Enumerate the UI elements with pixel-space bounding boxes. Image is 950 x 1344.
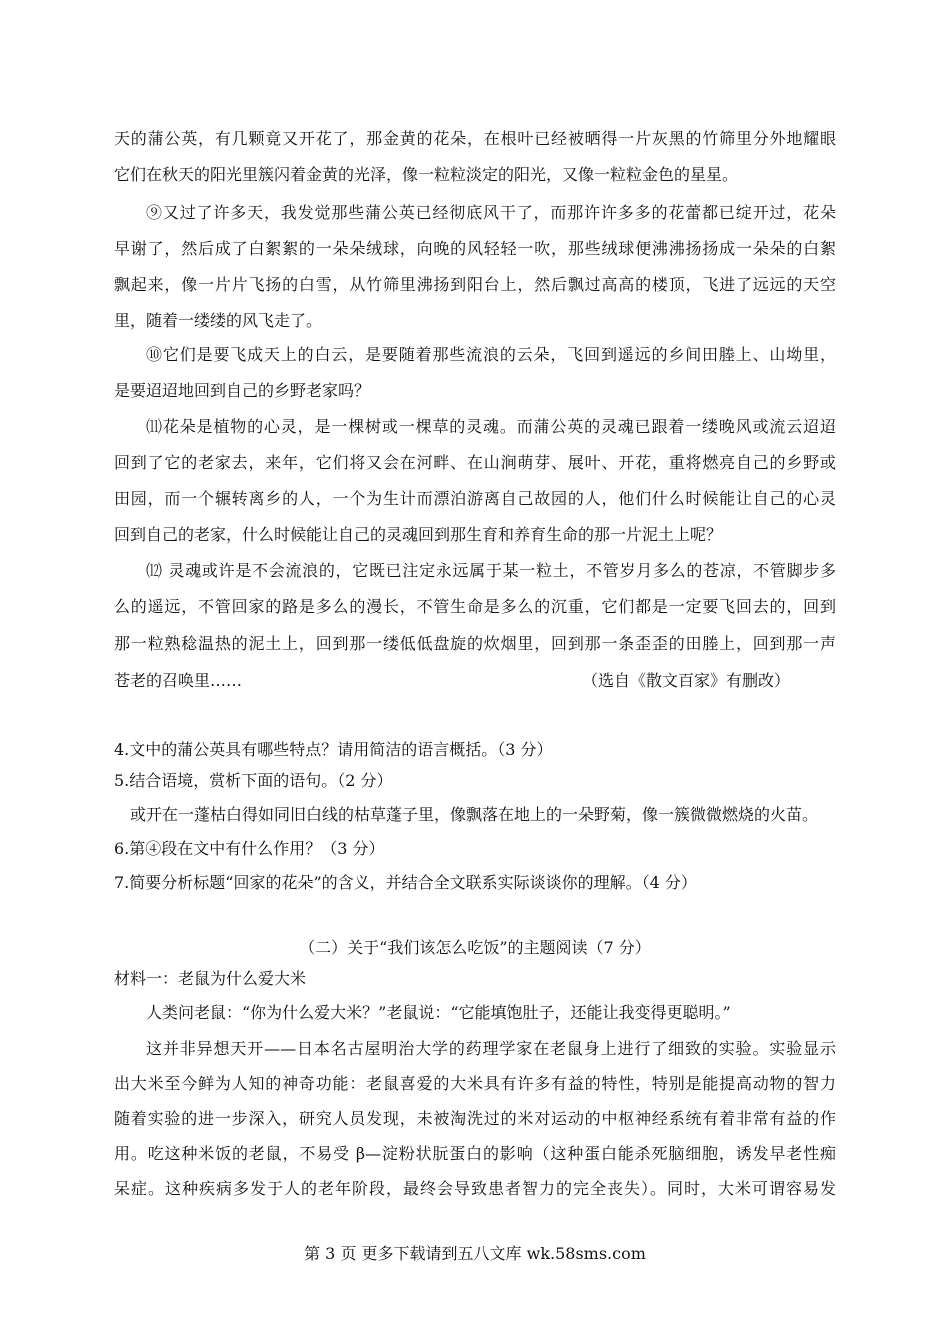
material-1-paragraph-1: 人类问老鼠：“你为什么爱大米？”老鼠说：“它能填饱肚子，还能让我变得更聪明。”: [146, 1003, 731, 1022]
material-1-p2-line-5: 呆症。这种疾病多发于人的老年阶段，最终会导致患者智力的完全丧失）。同时，大米可谓容易发: [114, 1179, 836, 1198]
p10-line-2: 是要迢迢地回到自己的乡野老家吗？: [114, 381, 371, 400]
p12-line-2: 么的遥远，不管回家的路是多么的漫长，不管生命是多么的沉重，它们都是一定要飞回去的，回到: [114, 597, 836, 616]
p8-line-1: 天的蒲公英，有几颗竟又开花了，那金黄的花朵，在根叶已经被晒得一片灰黑的竹筛里分外地耀眼: [114, 129, 836, 148]
material-1-p2-line-2: 出大米至今鲜为人知的神奇功能：老鼠喜爱的大米具有许多有益的特性，特别是能提高动物的智力: [114, 1074, 836, 1093]
question-7: 7.简要分析标题“回家的花朵”的含义，并结合全文联系实际谈谈你的理解。（4 分）: [114, 873, 697, 892]
question-6: 6.第④段在文中有什么作用？（3 分）: [114, 839, 385, 858]
p11-line-3: 田园，而一个辗转离乡的人，一个为生计而漂泊游离自己故园的人，他们什么时候能让自己的心灵: [114, 489, 836, 508]
p12-line-1: ⑿ 灵魂或许是不会流浪的，它既已注定永远属于某一粒土，不管岁月多么的苍凉，不管脚步多: [146, 561, 836, 580]
material-1-title: 材料一：老鼠为什么爱大米: [114, 969, 307, 988]
p11-line-4: 回到自己的老家，什么时候能让自己的灵魂回到那生育和养育生命的那一片泥土上呢？: [114, 525, 723, 544]
source-citation: （选自《散文百家》有删改）: [582, 671, 791, 690]
p9-line-2: 早谢了，然后成了白絮絮的一朵朵绒球，向晚的风轻轻一吹，那些绒球便沸沸扬扬成一朵朵的白絮: [114, 239, 836, 258]
material-1-p2-line-3: 随着实验的进一步深入，研究人员发现，未被淘洗过的米对运动的中枢神经系统有着非常有益的作: [114, 1109, 836, 1128]
p9-line-3: 飘起来，像一片片飞扬的白雪，从竹筛里沸扬到阳台上，然后飘过高高的楼顶，飞进了远远的天空: [114, 275, 836, 294]
p9-line-4: 里，随着一缕缕的风飞走了。: [114, 311, 323, 330]
p12-line-4: 苍老的召唤里……: [114, 671, 243, 690]
question-4: 4.文中的蒲公英具有哪些特点？请用简洁的语言概括。（3 分）: [114, 740, 553, 759]
p10-line-1: ⑩它们是要飞成天上的白云，是要随着那些流浪的云朵，飞回到遥远的乡间田塍上、山坳里，: [146, 345, 836, 364]
p8-line-2: 它们在秋天的阳光里簇闪着金黄的光泽，像一粒粒淡定的阳光，又像一粒粒金色的星星。: [114, 165, 739, 184]
section-2-heading: （二）关于“我们该怎么吃饭”的主题阅读（7 分）: [299, 938, 651, 957]
p11-line-1: ⑾花朵是植物的心灵，是一棵树或一棵草的灵魂。而蒲公英的灵魂已跟着一缕晚风或流云迢迢: [146, 417, 836, 436]
question-5: 5.结合语境，赏析下面的语句。（2 分）: [114, 771, 393, 790]
p12-line-3: 那一粒熟稔温热的泥土上，回到那一缕低低盘旋的炊烟里，回到那一条歪歪的田塍上，回到那一声: [114, 634, 836, 653]
question-5-quote: 或开在一蓬枯白得如同旧白线的枯草蓬子里，像飘落在地上的一朵野菊，像一簇微微燃烧的火苗。: [130, 805, 819, 824]
p9-line-1: ⑨又过了许多天，我发觉那些蒲公英已经彻底风干了，而那许许多多的花蕾都已绽开过，花朵: [146, 203, 836, 222]
material-1-p2-line-4: 用。吃这种米饭的老鼠，不易受 β—淀粉状朊蛋白的影响（这种蛋白能杀死脑细胞，诱发早老性痴: [114, 1144, 836, 1163]
material-1-p2-line-1: 这并非异想天开——日本名古屋明治大学的药理学家在老鼠身上进行了细致的实验。实验显示: [146, 1039, 836, 1058]
page-footer: 第 3 页 更多下载请到五八文库 wk.58sms.com: [304, 1244, 646, 1263]
p11-line-2: 回到了它的老家去，来年，它们将又会在河畔、在山涧萌芽、展叶、开花，重将燃亮自己的乡野或: [114, 453, 836, 472]
